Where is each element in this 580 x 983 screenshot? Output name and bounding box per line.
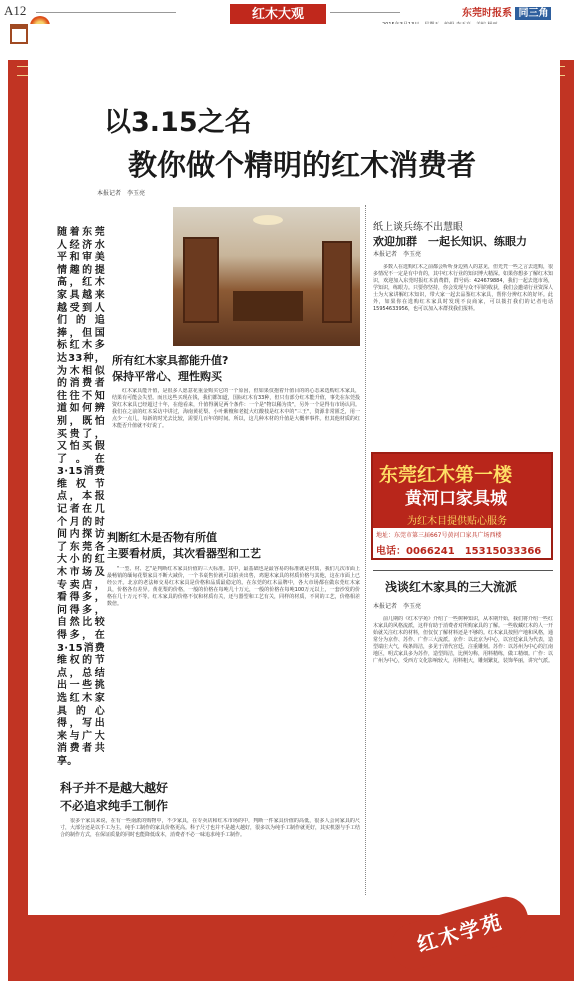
ad-headline: 东莞红木第一楼 [379,464,513,486]
paper-suffix: 系 [502,8,512,19]
article2-body: "一型、材、艺"是判断红木家具价值的三大标准。其中，最基础也是最容易的标准就是材质，我们几次市面上最畅销的缅甸花梨家具不断大减价，一个书桌售价就可以拍卖出售，鸡翅木家具的材质价格与其他，这在市面上已经公开。北京的老法师交易红木家具是价格和品质最稳定的。在东莞的红木品牌中，各大市场都在做东莞红木家具，价格各有差异。黄花梨的价格，一般的价格在每吨几十万元，一般的价格在每吨100万元以上，一套沙发的价格在几十万元不等。红木家具的价格不仅和材质有关，还与器型和工艺有关，同样的材质，不同的工艺，价格相差数倍。 [107,566,360,607]
ad-brand: 黄河口家具城 [405,489,507,509]
article3-title-1: 科子并不是越大越好 [60,781,169,795]
article5-body: 前几期的《红木学苑》介绍了一些树种知识，从本期开始，我们将介绍一些红木家具的风格流派，这样有助于消费者对所购家具的了解。一些收藏红木的人一开始就关注红木的材料，但仅仅了解材料还是不够的。红木家具按照产地和风格，通常分为京作、苏作、广作三大流派。京作：以北京为中心，以宫廷家具为代表，造型端庄大气，线条简洁，多见于清代宫廷，注重雕刻。苏作：以苏州为中心的江南地区，明式家具多为苏作，造型简洁，比例匀称，用料精练，做工精细。广作：以广州为中心，受西方文化影响较大，用料粗大，雕刻繁复，装饰华丽，讲究气派。 [373,616,553,664]
ad-address: 地址：东莞市第三届667号黄河口家具广场西楼 [376,532,502,539]
headline-byline: 本报记者 李玉亮 [97,190,146,197]
section-rule [373,570,553,571]
furniture-mall-ad [371,452,553,560]
paper-name: 东莞时报 [462,8,502,19]
ceiling-lamp-shape [253,215,283,225]
header-rule [36,12,176,13]
ad-slogan: 为红木目提供贴心服务 [407,516,507,527]
article3-title-2: 不必追求纯手工制作 [60,799,169,813]
ad-phone: 电话：0066241 15315033366 [376,546,542,557]
column-stamp: 红木学苑 [386,892,533,975]
article2-title-1: 判断红木是否物有所值 [107,531,217,544]
article4-body: 多数人在选购红木之前都会听听身边熟人的意见，但光凭一些之言去选购，很多情况不一定是有中肯的，其中红木行业的知识博大精深。如果你想多了解红木知识，欢迎加入东莞时报红木消费群，群号码：424679884，我们一起去逛市场，学知识，练眼力。只要你坚持，你会发现与众不同的收获，我们会邀请行业资深人士为大家讲解红木知识，带大家一起去品鉴红木家具，帮你分辨红木的好坏。此外，如果你在选购红木家具时发现不良商家，可以拨打我们的记者电话15954633956，也可以加入本群找我们报料。 [373,264,553,312]
headline [104,100,564,184]
article1-title-2: 保持平常心、理性购买 [112,370,222,383]
headline-line-2: 教你做个精明的红木消费者 [128,148,477,182]
header-rule [330,12,400,13]
headline-line-1: 以3.15之名 [104,107,252,138]
chair-icon [10,24,28,44]
page-number: A12 [4,3,27,18]
article4-byline: 本报记者 李玉亮 [373,251,422,258]
cabinet-shape [183,237,219,323]
article1-body: 红木家具能升值，是很多人愿意花重金购买它的一个原因，但如果仅抱着升值目的的心态来选购红木家具，结果有可能会失望。而且这些买现在钱，我们都知道，国标红木有33种，但只有部分红木能升值，事先在东莞投资红木家具已经超过十年，在他看来，升值得满足两个条件：一个是"物以稀为贵"，另外一个是得有市场认同。我们在之前的红木采访中讲过，海南黄花梨、小叶紫檀和老挝大红酸枝是红木中的"三王"，资源非常匮乏，用一点少一点儿，每新的时光去比较，需要几百年的时间。所以，这几种木材的升值是大概率事件。但其他材质的红木能否升值就不好说了。 [112,388,360,429]
table-shape [233,291,303,321]
article4-title: 欢迎加群 一起长知识、练眼力 [373,235,527,248]
article5-byline: 本报记者 李玉亮 [373,603,422,610]
ad-contact-strip [373,528,551,558]
article5-title: 浅谈红木家具的三大流派 [385,580,518,594]
paper-logo [462,4,551,19]
article1-title-1: 所有红木家具都能升值? [112,354,229,367]
article3-body: 很多个家具来说，在有一些南派的购物中，不少家具，在专卖店和红木市场的中，判断一件家具价值的高低，很多人会问家具的尺寸，大部分还是以手工为主，纯手工制作的家具价格更高。科子尺寸也并不是越大越好，很多以为纯手工制作就更好，其实机器与手工结合的制作方式，在保证质量的同时也能降低成本，消费者不必一味追求纯手工制作。 [60,818,360,838]
article4-pre-title: 纸上谈兵练不出慧眼 [373,222,463,233]
cabinet-shape [322,241,352,323]
section-banner: 红木大观 [230,4,326,26]
article2-title-2: 主要看材质，其次看器型和工艺 [107,547,261,560]
showroom-photo [173,207,360,346]
intro-column: 随着东莞人经济水平和审美情趣的提高，红木家具越来越受到人们的追捧，但国标红木多达33种，为木相似的消费者往往不知道如何辨别，既怕买贵了，又怕买假了。在3·15消费维权节点，本报记者在几个月的时间内探访了东莞各大小的红木市场及专卖店，看得多，问得多，自然比较得多，在3·15消费维权的节点，总结出一些挑选红木家具的心得，写出来与广大消费者共享。 [57,227,105,767]
column-divider [365,205,366,895]
paper-tag: 同三角 [515,7,551,20]
